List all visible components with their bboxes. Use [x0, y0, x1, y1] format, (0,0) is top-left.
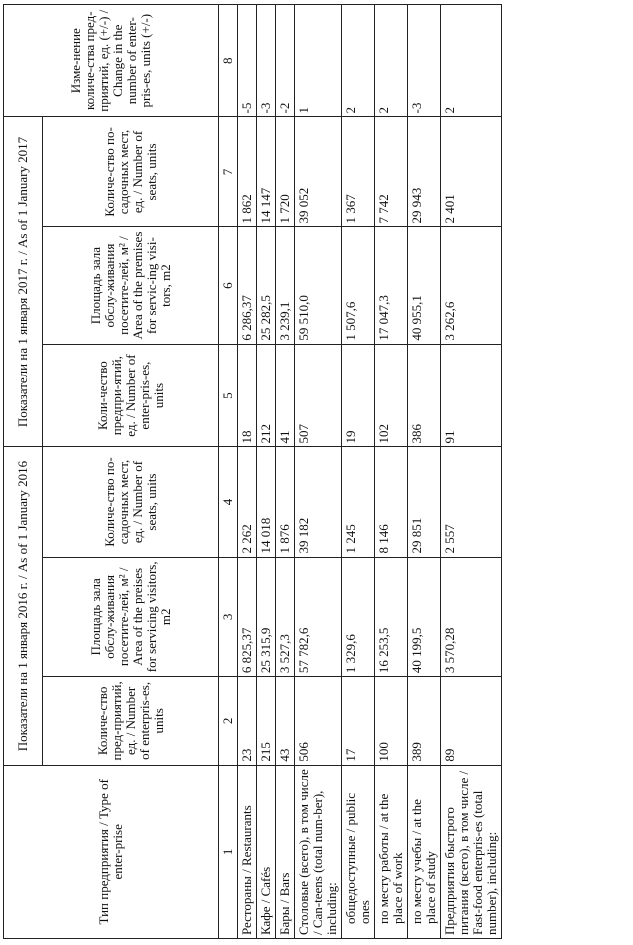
header-enterprises-2016: Количе-ство пред-приятий, ед. / Number of enterpris-es, units [43, 677, 219, 765]
header-row-groups [4, 5, 43, 939]
cell: 29 943 [408, 117, 441, 227]
row-label: Рестораны / Restaurants [238, 765, 257, 938]
cell: 89 [441, 677, 502, 765]
cell: 2 557 [441, 447, 502, 557]
table-row [375, 5, 408, 939]
cell: 1 507,6 [342, 227, 375, 344]
row-label: Кафе / Cafés [257, 765, 276, 938]
cell: 1 329,6 [342, 557, 375, 677]
row-label: общедоступные / public ones [342, 765, 375, 938]
cell: -3 [257, 5, 276, 117]
header-change: Изме-нение количе-ства пред-приятий, ед. (+/-) / Change in the number of enter-pris-es, units (+/-) [4, 5, 219, 117]
table-row [342, 5, 375, 939]
cell: 6 286,37 [238, 227, 257, 344]
cell: 40 199,5 [408, 557, 441, 677]
row-label: Бары / Bars [276, 765, 295, 938]
column-number-row [219, 5, 238, 939]
cell: 25 282,5 [257, 227, 276, 344]
row-label: Столовые (всего), в том числе / Can-teens (total num-ber), including: [295, 765, 342, 938]
cell: 6 825,37 [238, 557, 257, 677]
cell: 2 262 [238, 447, 257, 557]
table-row [257, 5, 276, 939]
cell: 100 [375, 677, 408, 765]
cell: 41 [276, 344, 295, 447]
row-label: Предприятия быстрого питания (всего), в том числе / Fast-food enterpris-es (total number), including: [441, 765, 502, 938]
cell: 59 510,0 [295, 227, 342, 344]
table-row [238, 5, 257, 939]
header-group-2016: Показатели на 1 января 2016 г. / As of 1 January 2016 [4, 447, 43, 765]
cell: 7 742 [375, 117, 408, 227]
cell: 102 [375, 344, 408, 447]
column-number: 6 [219, 227, 238, 344]
header-group-2017: Показатели на 1 января 2017 г. / As of 1 January 2017 [4, 117, 43, 447]
column-number: 8 [219, 5, 238, 117]
header-seats-2016: Количе-ство по-садочных мест, ед. / Number of seats, units [43, 447, 219, 557]
cell: 1 367 [342, 117, 375, 227]
cell: 17 047,3 [375, 227, 408, 344]
row-label: по месту учебы / at the place of study [408, 765, 441, 938]
cell: 3 262,6 [441, 227, 502, 344]
cell: 1 876 [276, 447, 295, 557]
cell: 3 570,28 [441, 557, 502, 677]
column-number: 4 [219, 447, 238, 557]
cell: 2 [375, 5, 408, 117]
cell: 14 147 [257, 117, 276, 227]
header-area-2017: Площадь зала обслу-живания посетите-лей, м² / Area of the premises for servic-ing visi-tors, m2 [43, 227, 219, 344]
cell: 1 [295, 5, 342, 117]
cell: 1 245 [342, 447, 375, 557]
cell: 39 052 [295, 117, 342, 227]
cell: 8 146 [375, 447, 408, 557]
cell: 212 [257, 344, 276, 447]
column-number: 7 [219, 117, 238, 227]
header-enterprises-2017: Коли-чество предпри-ятий, ед. / Number of enter-pris-es, units [43, 344, 219, 447]
cell: 3 527,3 [276, 557, 295, 677]
cell: 2 [342, 5, 375, 117]
cell: 23 [238, 677, 257, 765]
cell: 16 253,5 [375, 557, 408, 677]
cell: 507 [295, 344, 342, 447]
cell: -2 [276, 5, 295, 117]
cell: 40 955,1 [408, 227, 441, 344]
column-number: 5 [219, 344, 238, 447]
cell: 91 [441, 344, 502, 447]
cell: 19 [342, 344, 375, 447]
table-row [408, 5, 441, 939]
table-row [295, 5, 342, 939]
cell: -5 [238, 5, 257, 117]
cell: 2 401 [441, 117, 502, 227]
table-row [276, 5, 295, 939]
cell: 43 [276, 677, 295, 765]
cell: 29 851 [408, 447, 441, 557]
column-number: 1 [219, 765, 238, 938]
cell: 1 720 [276, 117, 295, 227]
header-type: Тип предприятия / Type of enter-prise [4, 765, 219, 938]
column-number: 3 [219, 557, 238, 677]
header-seats-2017: Количе-ство по-садочных мест, ед. / Number of seats, units [43, 117, 219, 227]
cell: 18 [238, 344, 257, 447]
cell: 57 782,6 [295, 557, 342, 677]
cell: 506 [295, 677, 342, 765]
header-area-2016: Площадь зала обслу-живания посетите-лей, м² / Area of the preises for servicing visitors, m2 [43, 557, 219, 677]
cell: -3 [408, 5, 441, 117]
cell: 2 [441, 5, 502, 117]
cell: 25 315,9 [257, 557, 276, 677]
cell: 3 239,1 [276, 227, 295, 344]
cell: 14 018 [257, 447, 276, 557]
cell: 17 [342, 677, 375, 765]
cell: 39 182 [295, 447, 342, 557]
table-row [441, 5, 502, 939]
enterprise-table [3, 4, 502, 939]
cell: 389 [408, 677, 441, 765]
row-label: по месту работы / at the place of work [375, 765, 408, 938]
cell: 215 [257, 677, 276, 765]
column-number: 2 [219, 677, 238, 765]
cell: 386 [408, 344, 441, 447]
cell: 1 862 [238, 117, 257, 227]
